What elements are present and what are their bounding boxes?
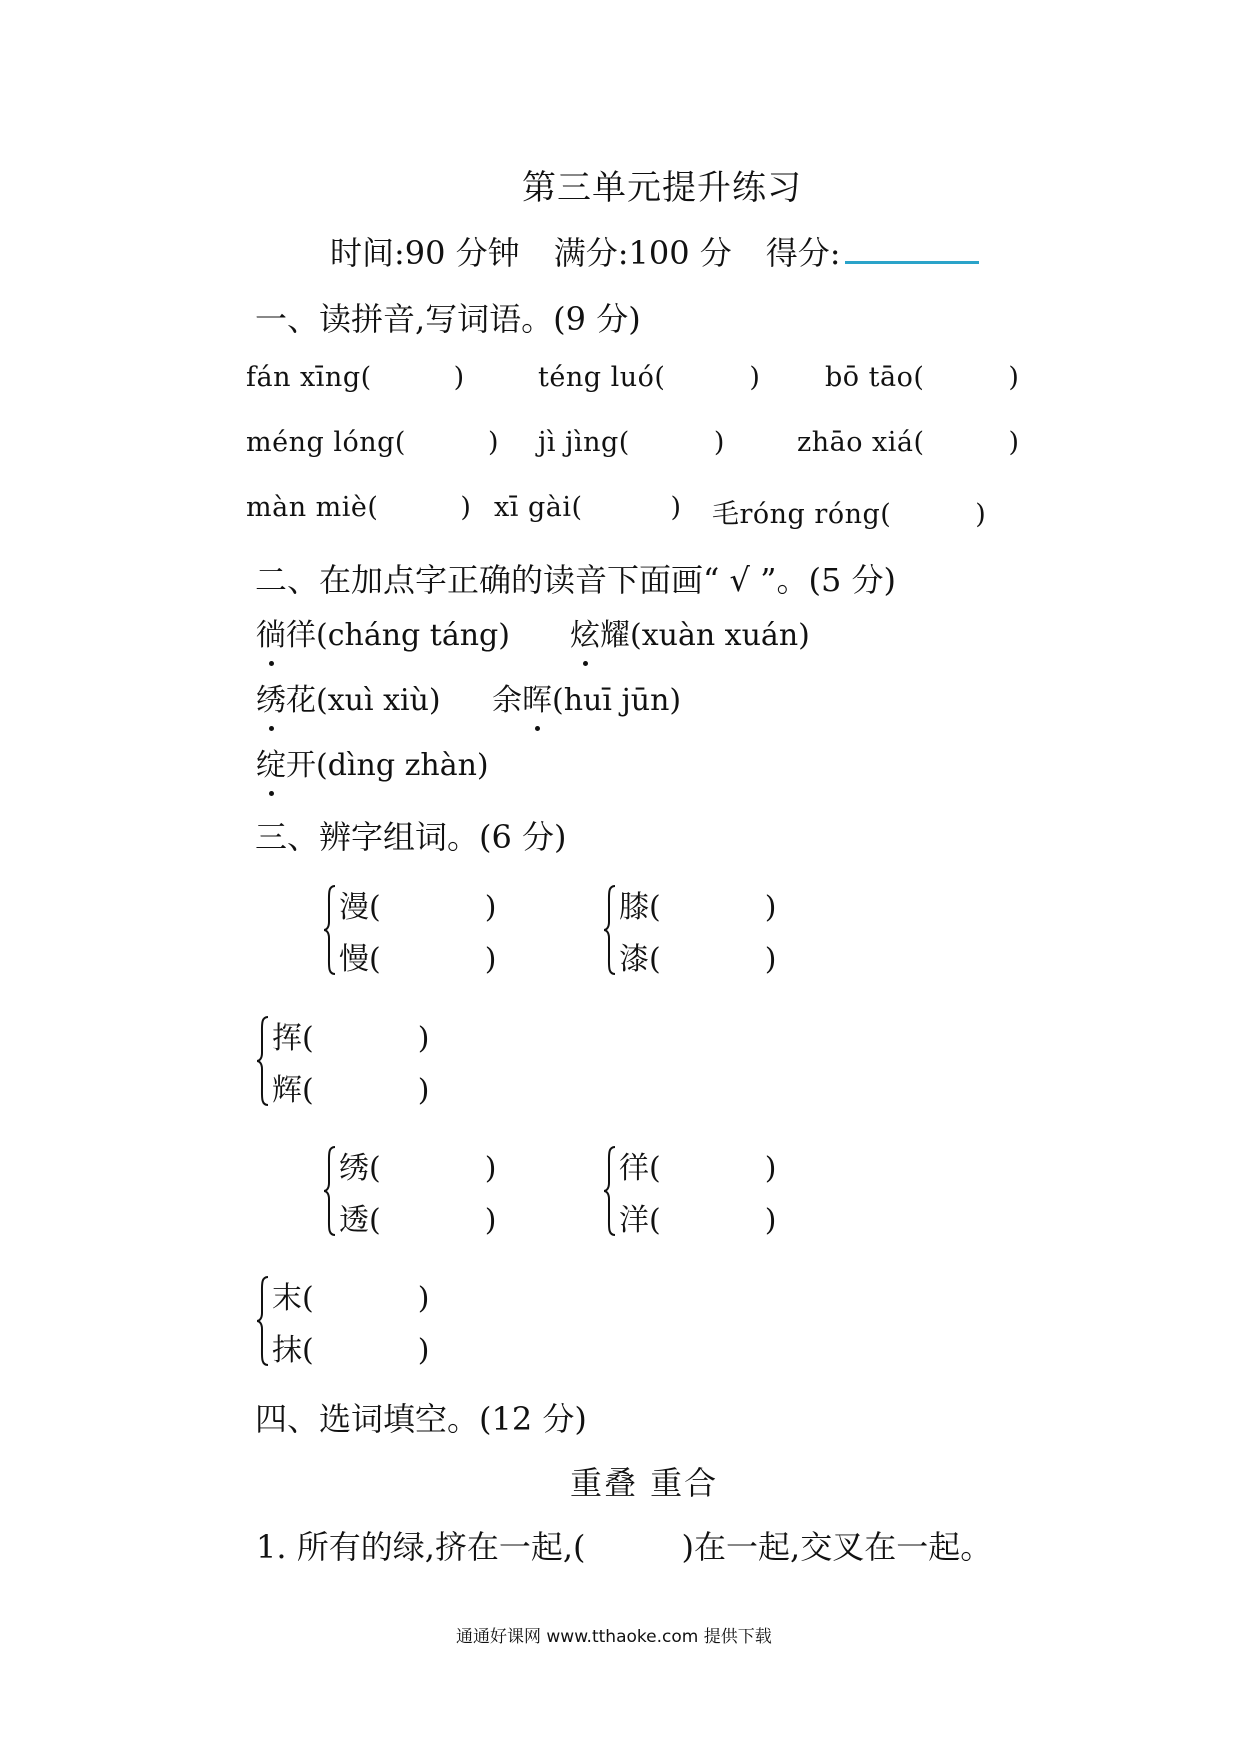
brace-icon: [603, 884, 617, 976]
pinyin-item: jì jìng( ): [538, 427, 725, 458]
char: 辉: [272, 1073, 302, 1108]
char: 末: [272, 1281, 302, 1316]
char: 洋: [619, 1203, 649, 1238]
reading-item: 炫耀(xuàn xuán): [570, 610, 810, 654]
char: 漫: [339, 890, 369, 925]
section-2-heading: 二、在加点字正确的读音下面画“ √ ”。(5 分): [255, 561, 896, 599]
time-limit: 时间:90 分钟: [330, 234, 520, 272]
brace-icon: [256, 1275, 270, 1367]
reading-item: 徜徉(cháng táng): [256, 610, 510, 654]
pinyin-item: téng luó( ): [538, 362, 761, 393]
char-group: 末( ) 抹( ): [256, 1273, 446, 1373]
pinyin-item: màn miè( ): [246, 492, 472, 523]
section-3-heading: 三、辨字组词。(6 分): [255, 818, 567, 856]
pinyin-item: 毛róng róng( ): [712, 499, 987, 530]
section-1-heading: 一、读拼音,写词语。(9 分): [255, 300, 641, 338]
pinyin-item: bō tāo( ): [825, 362, 1020, 393]
char: 徉: [619, 1151, 649, 1186]
char-group: 绣( ) 透( ): [323, 1143, 513, 1243]
char: 膝: [619, 890, 649, 925]
score-blank[interactable]: [845, 233, 979, 264]
section-4-heading: 四、选词填空。(12 分): [255, 1400, 587, 1438]
char: 透: [339, 1203, 369, 1238]
char: 挥: [272, 1021, 302, 1056]
reading-item: 余晖(huī jūn): [492, 675, 681, 719]
reading-item: 绽开(dìng zhàn): [256, 740, 489, 784]
brace-icon: [256, 1015, 270, 1107]
footer-source: 通通好课网 www.tthaoke.com 提供下载: [456, 1627, 772, 1647]
char-group: 漫( ) 慢( ): [323, 882, 513, 982]
page-title: 第三单元提升练习: [522, 168, 802, 208]
full-score: 满分:100 分: [553, 234, 732, 272]
pinyin-item: xī gài( ): [494, 492, 682, 523]
char-group: 膝( ) 漆( ): [603, 882, 793, 982]
score-label: 得分:: [765, 234, 841, 272]
char-group: 徉( ) 洋( ): [603, 1143, 793, 1243]
pinyin-item: fán xīng( ): [246, 362, 465, 393]
brace-icon: [603, 1145, 617, 1237]
char-group: 挥( ) 辉( ): [256, 1013, 446, 1113]
word-options: 重叠 重合: [570, 1464, 719, 1502]
pinyin-item: méng lóng( ): [246, 427, 499, 458]
char: 慢: [339, 942, 369, 977]
brace-icon: [323, 1145, 337, 1237]
char: 绣: [339, 1151, 369, 1186]
char: 抹: [272, 1333, 302, 1368]
char: 漆: [619, 942, 649, 977]
reading-item: 绣花(xuì xiù): [256, 675, 441, 719]
question-1: 1. 所有的绿,挤在一起,( )在一起,交叉在一起。: [256, 1528, 993, 1566]
brace-icon: [323, 884, 337, 976]
pinyin-item: zhāo xiá( ): [797, 427, 1020, 458]
exam-meta: [330, 228, 979, 274]
